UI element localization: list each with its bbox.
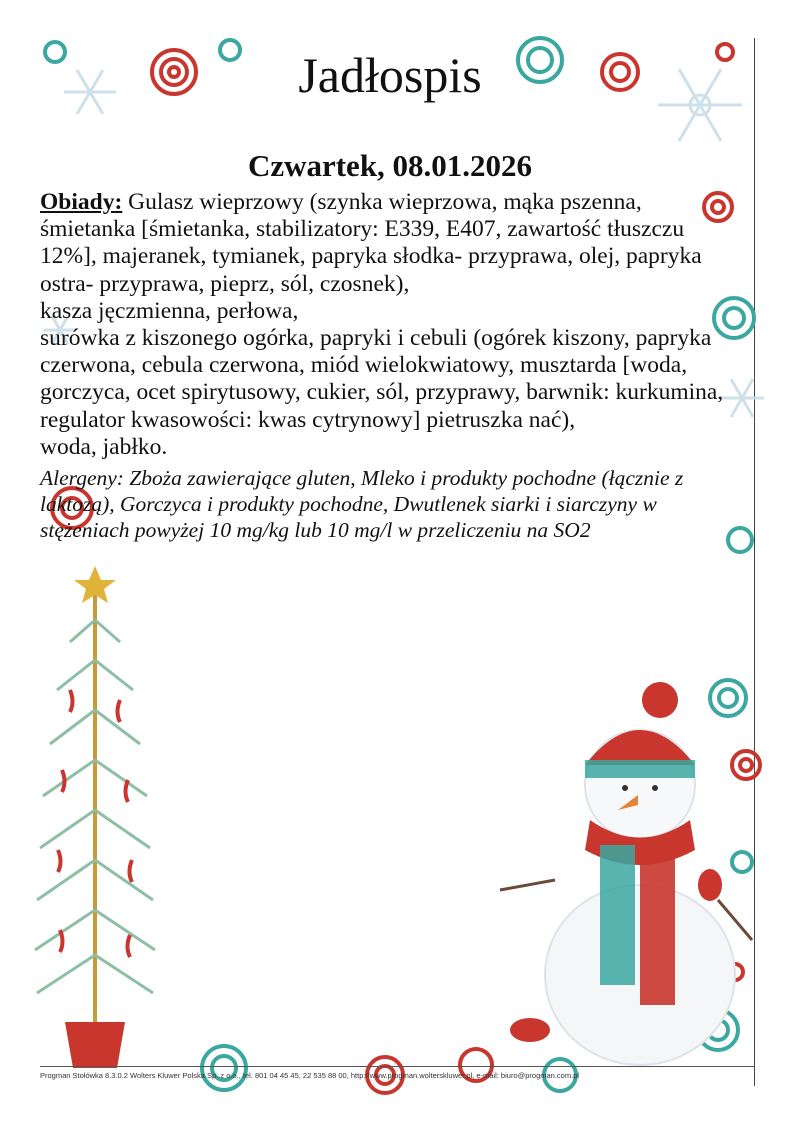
menu-item: woda, jabłko.: [40, 433, 168, 460]
snowman-icon: [500, 682, 752, 1065]
day-date: Czwartek, 08.01.2026: [247, 148, 533, 183]
lunch-menu: [40, 189, 740, 461]
menu-item: surówka z kiszonego ogórka, papryki i cebuli (ogórek kiszony, papryka czerwona, cebula czerwona, miód wielokwiatowy, musztarda [woda, gorczyca, ocet spirytusowy, cukier, sól, przyprawy, barwnik: kurkumina, regulator kwasowości: kwas cytrynowy] pietruszka nać),: [40, 325, 724, 433]
christmas-tree-icon: [35, 566, 155, 1068]
menu-item: [40, 189, 740, 298]
allergens-info: Alergeny: Zboża zawierające gluten, Mleko i produkty pochodne (łącznie z laktozą), Gorczyca i produkty pochodne, Dwutlenek siarki i siarczyny w stężeniach powyżej 10 mg/kg lub 10 mg/l w przeliczeniu na SO2: [40, 466, 684, 543]
meal-label: Obiady:: [40, 189, 123, 215]
page-title: Jadłospis: [298, 47, 482, 103]
menu-content: [40, 45, 740, 543]
menu-item: kasza jęczmienna, perłowa,: [40, 297, 299, 324]
menu-item-text: Gulasz wieprzowy (szynka wieprzowa, mąka pszenna, śmietanka [śmietanka, stabilizatory: E339, E407, zawartość tłuszczu 12%], majeranek, tymianek, papryka słodka- przyprawa, olej, papryka ostra- przyprawa, pieprz, sól, czosnek),: [40, 189, 702, 297]
footer: Progman Stołówka 8.3.0.2 Wolters Kluwer Polska Sp. z o.o., tel. 801 04 45 45, 22 535 88 00, http://www.progman.wolterskluwer.pl, e-mail: biuro@progman.com.pl: [40, 1066, 754, 1080]
